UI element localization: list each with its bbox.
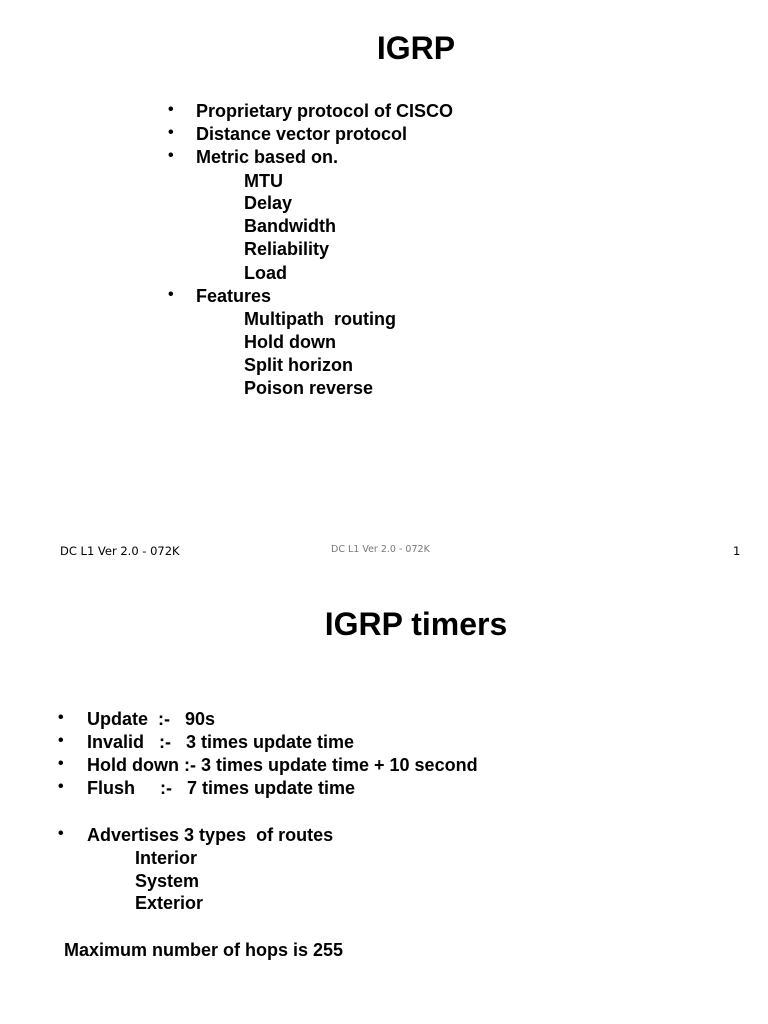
timer-invalid: Invalid :- 3 times update time xyxy=(87,732,355,752)
route-type: Exterior xyxy=(135,893,204,913)
feature-item: Hold down xyxy=(244,332,336,352)
timer-update: Update :- 90s xyxy=(87,709,216,729)
metric-item: MTU xyxy=(244,171,283,191)
metric-item: Bandwidth xyxy=(244,216,336,236)
route-type: Interior xyxy=(135,848,198,868)
route-type: System xyxy=(135,871,200,891)
footer-center: DC L1 Ver 2.0 - 072K xyxy=(331,544,430,555)
bullet-glyph: • xyxy=(58,732,64,749)
bullet-glyph: • xyxy=(58,778,64,795)
bullet-glyph: • xyxy=(58,825,64,842)
bullet-glyph: • xyxy=(168,101,174,118)
routes-bullet: Advertises 3 types of routes xyxy=(87,825,334,845)
bullet-text: Proprietary protocol of CISCO xyxy=(196,101,454,121)
hops-note: Maximum number of hops is 255 xyxy=(64,940,344,960)
page-number: 1 xyxy=(733,544,741,558)
feature-item: Split horizon xyxy=(244,355,353,375)
footer-left: DC L1 Ver 2.0 - 072K xyxy=(60,544,180,558)
metric-item: Delay xyxy=(244,193,293,213)
bullet-glyph: • xyxy=(58,755,64,772)
bullet-glyph: • xyxy=(58,709,64,726)
metric-item: Reliability xyxy=(244,239,330,259)
bullet-text: Features xyxy=(196,286,272,306)
metric-item: Load xyxy=(244,263,287,283)
bullet-text: Metric based on. xyxy=(196,147,339,167)
slide-title: IGRP timers xyxy=(324,606,508,642)
bullet-glyph: • xyxy=(168,286,174,303)
feature-item: Poison reverse xyxy=(244,378,374,398)
slide-igrp-timers xyxy=(0,570,768,1024)
bullet-glyph: • xyxy=(168,124,174,141)
bullet-text: Distance vector protocol xyxy=(196,124,408,144)
bullet-glyph: • xyxy=(168,147,174,164)
slide-title: IGRP xyxy=(376,30,456,66)
timer-hold-down: Hold down :- 3 times update time + 10 second xyxy=(87,755,478,775)
timer-flush: Flush :- 7 times update time xyxy=(87,778,356,798)
feature-item: Multipath routing xyxy=(244,309,396,329)
